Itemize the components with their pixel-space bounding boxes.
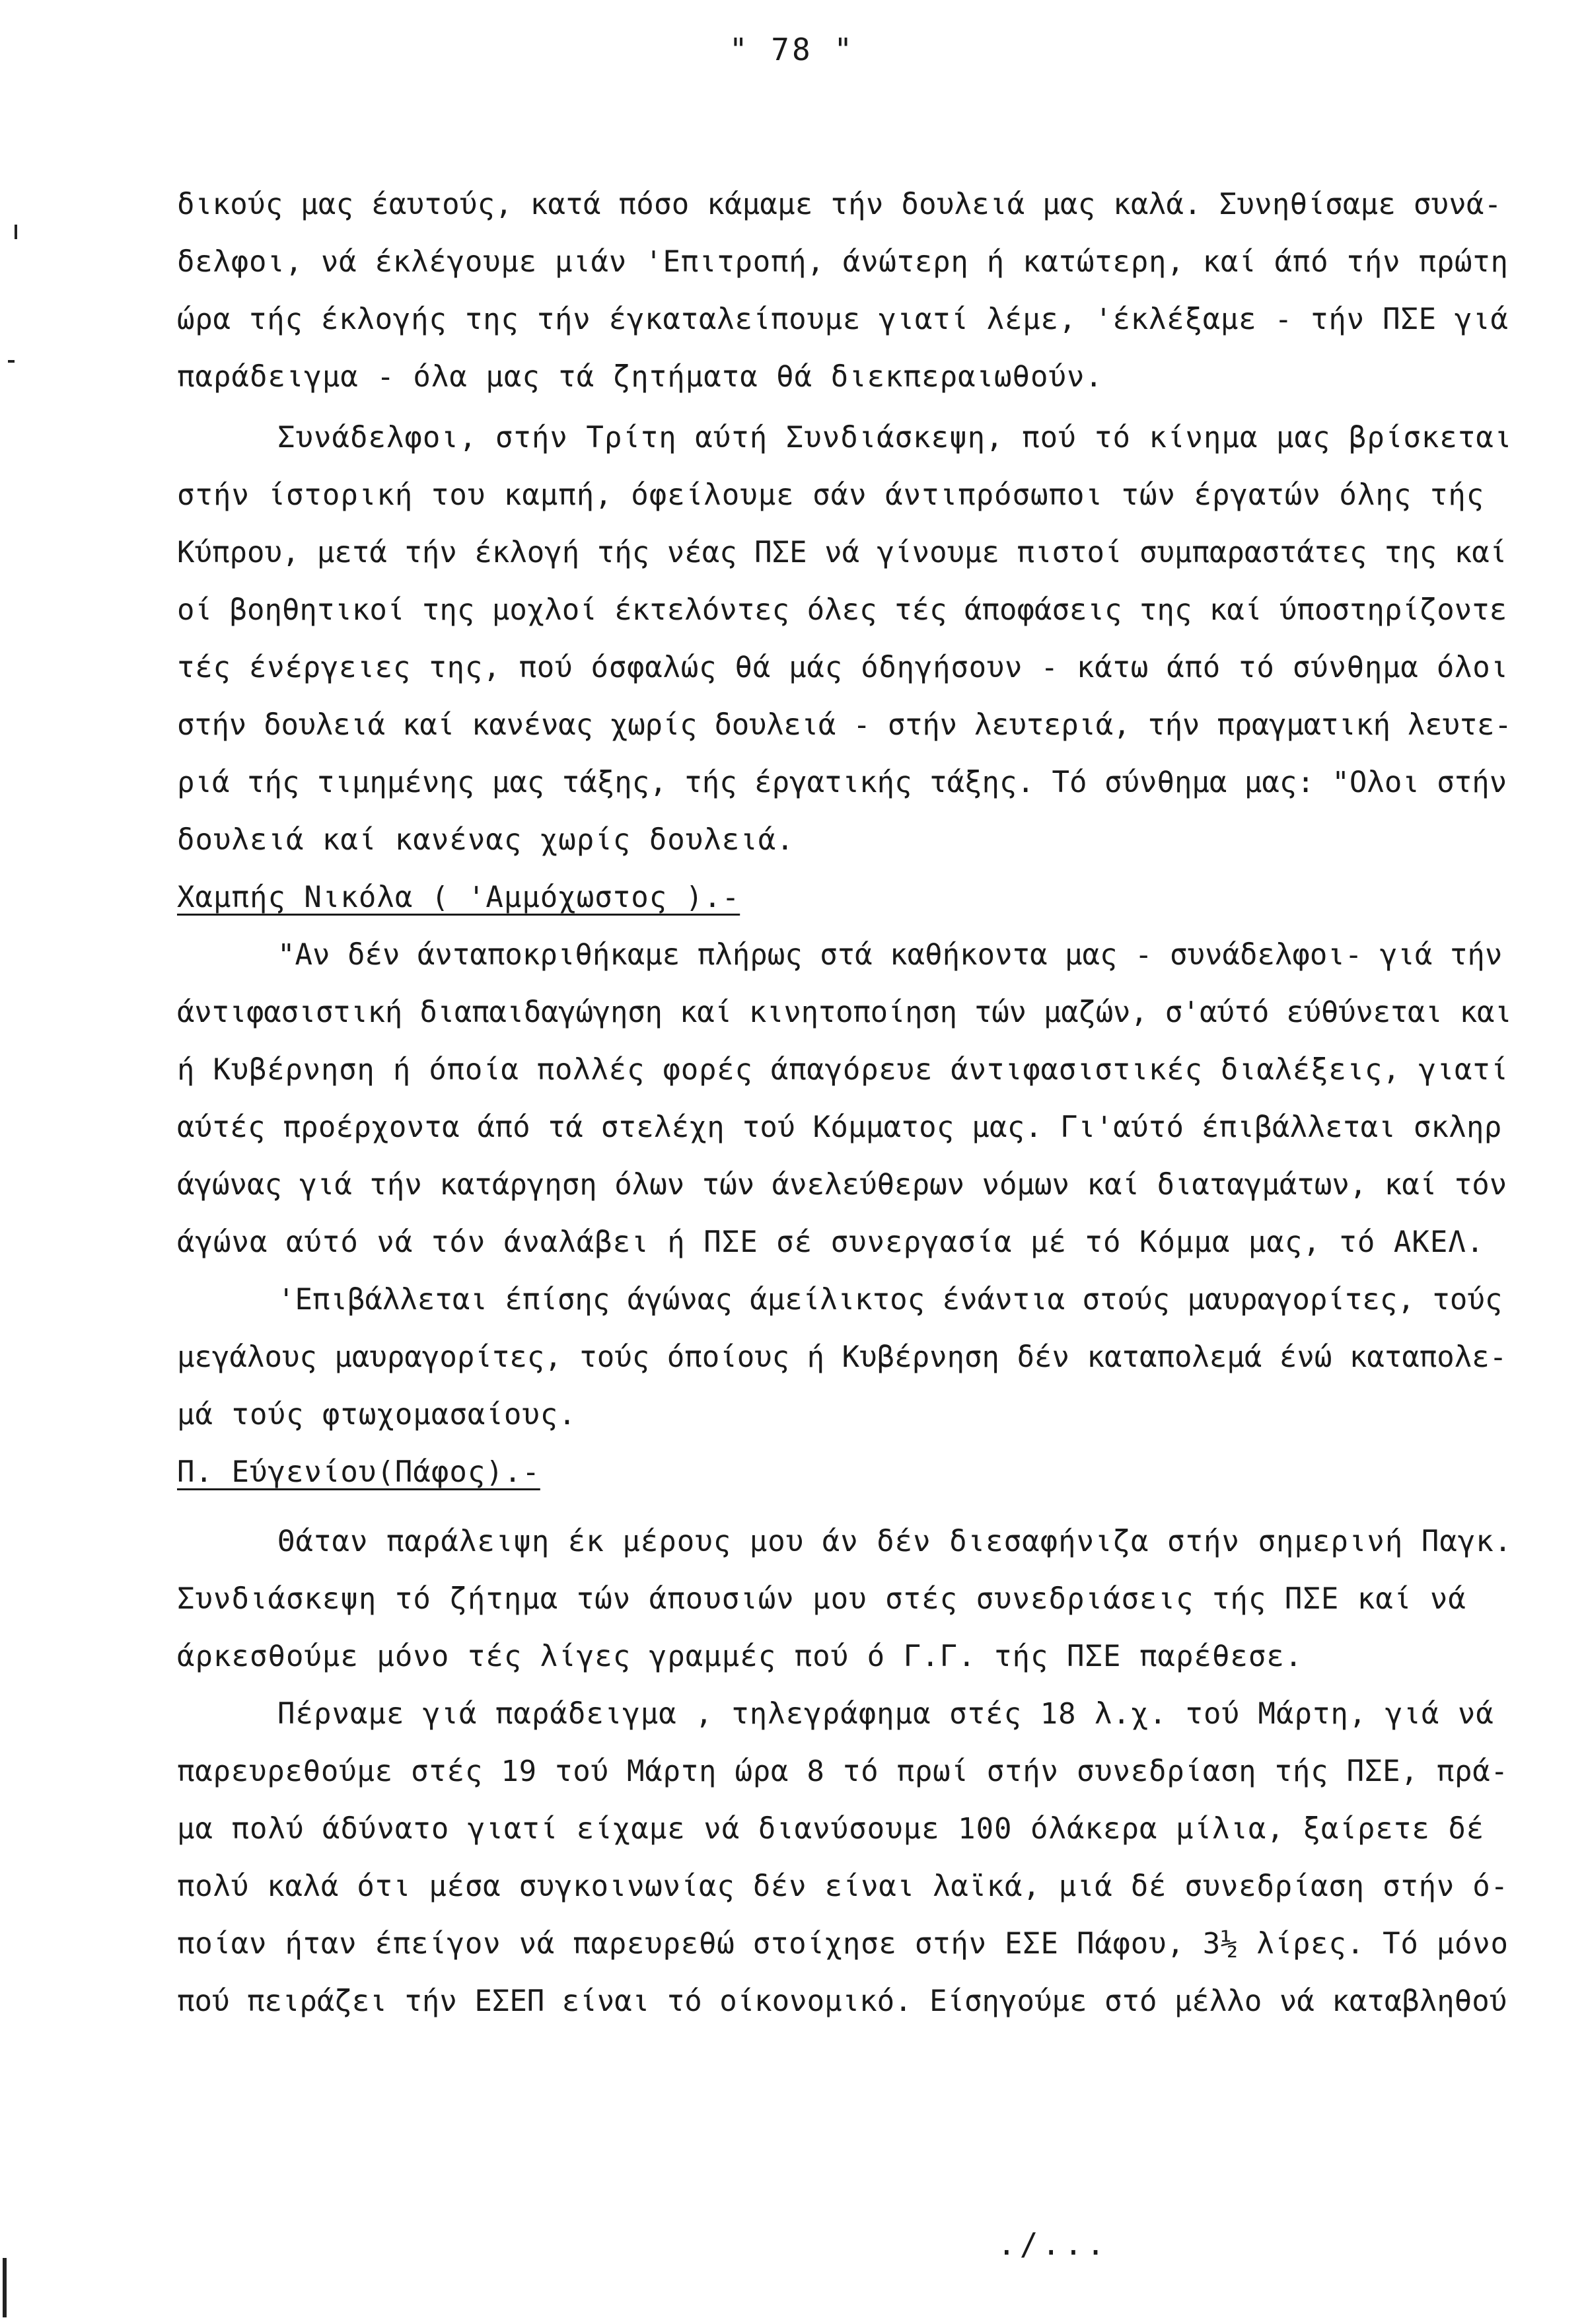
text-line: ριά τής τιμημένης μας τάξης, τής έργατικής τάξης. Τό σύνθημα μας: "Ολοι στήν <box>177 766 1507 799</box>
text-line: δικούς μας έαυτούς, κατά πόσο κάμαμε τήν δουλειά μας καλά. Συνηθίσαμε συνά- <box>177 188 1502 221</box>
text-line: άγώνα αύτό νά τόν άναλάβει ή ΠΣΕ σέ συνεργασία μέ τό Κόμμα μας, τό ΑΚΕΛ. <box>177 1225 1485 1259</box>
section-heading: Χαμπής Νικόλα ( 'Αμμόχωστος ).- <box>177 881 740 914</box>
margin-mark <box>3 2258 7 2317</box>
page-continuation-marker: ./... <box>997 2226 1109 2262</box>
text-line: άντιφασιστική διαπαιδαγώγηση καί κινητοποίηση τών μαζών, σ'αύτό εύθύνεται και <box>177 996 1512 1029</box>
text-line: παρευρεθούμε στές 19 τού Μάρτη ώρα 8 τό πρωί στήν συνεδρίαση τής ΠΣΕ, πρά- <box>177 1755 1509 1788</box>
margin-mark <box>8 360 15 363</box>
text-line: δελφοι, νά έκλέγουμε μιάν 'Επιτροπή, άνώτερη ή κατώτερη, καί άπό τήν πρώτη <box>177 245 1509 279</box>
text-line: "Αν δέν άνταποκριθήκαμε πλήρως στά καθήκοντα μας - συνάδελφοι- γιά τήν <box>277 938 1503 972</box>
text-line: Θάταν παράλειψη έκ μέρους μου άν δέν διεσαφήνιζα στήν σημερινή Παγκ. <box>277 1525 1513 1558</box>
text-line: μα πολύ άδύνατο γιατί είχαμε νά διανύσουμε 100 όλάκερα μίλια, ξαίρετε δέ <box>177 1812 1485 1846</box>
text-line: 'Επιβάλλεται έπίσης άγώνας άμείλικτος ένάντια στούς μαυραγορίτες, τούς <box>277 1283 1503 1317</box>
text-line: ώρα τής έκλογής της τήν έγκαταλείπουμε γιατί λέμε, 'έκλέξαμε - τήν ΠΣΕ γιά <box>177 303 1509 336</box>
text-line: οί βοηθητικοί της μοχλοί έκτελόντες όλες τές άποφάσεις της καί ύποστηρίζοντε <box>177 593 1507 627</box>
text-line: Συνδιάσκεψη τό ζήτημα τών άπουσιών μου στές συνεδριάσεις τής ΠΣΕ καί νά <box>177 1582 1466 1616</box>
text-line: Συνάδελφοι, στήν Τρίτη αύτή Συνδιάσκεψη, πού τό κίνημα μας βρίσκεται <box>277 421 1513 454</box>
text-line: μά τούς φτωχομασαίους. <box>177 1398 577 1432</box>
section-heading: Π. Εύγενίου(Πάφος).- <box>177 1455 540 1489</box>
text-line: ποίαν ήταν έπείγον νά παρευρεθώ στοίχησε στήν ΕΣΕ Πάφου, 3½ λίρες. Τό μόνο <box>177 1927 1509 1961</box>
text-line: πολύ καλά ότι μέσα συγκοινωνίας δέν είναι λαϊκά, μιά δέ συνεδρίαση στήν ό- <box>177 1870 1509 1903</box>
text-line: άρκεσθούμε μόνο τές λίγες γραμμές πού ό Γ.Γ. τής ΠΣΕ παρέθεσε. <box>177 1640 1303 1673</box>
text-line: ή Κυβέρνηση ή όποία πολλές φορές άπαγόρευε άντιφασιστικές διαλέξεις, γιατί <box>177 1053 1509 1087</box>
page-number: " 78 " <box>729 32 855 67</box>
text-line: τές ένέργειες της, πού όσφαλώς θά μάς όδηγήσουν - κάτω άπό τό σύνθημα όλοι <box>177 651 1509 684</box>
text-line: πού πειράζει τήν ΕΣΕΠ είναι τό οίκονομικό. Είσηγούμε στό μέλλο νά καταβληθού <box>177 1984 1507 2018</box>
text-line: δουλειά καί κανένας χωρίς δουλειά. <box>177 823 795 857</box>
text-line: αύτές προέρχοντα άπό τά στελέχη τού Κόμματος μας. Γι'αύτό έπιβάλλεται σκληρ <box>177 1110 1502 1144</box>
text-line: παράδειγμα - όλα μας τά ζητήματα θά διεκπεραιωθούν. <box>177 360 1104 394</box>
text-line: Κύπρου, μετά τήν έκλογή τής νέας ΠΣΕ νά γίνουμε πιστοί συμπαραστάτες της καί <box>177 536 1507 569</box>
margin-mark <box>15 225 17 239</box>
text-line: στήν δουλειά καί κανένας χωρίς δουλειά - στήν λευτεριά, τήν πραγματική λευτε- <box>177 708 1512 742</box>
text-line: άγώνας γιά τήν κατάργηση όλων τών άνελεύθερων νόμων καί διαταγμάτων, καί τόν <box>177 1168 1507 1202</box>
text-line: Πέρναμε γιά παράδειγμα , τηλεγράφημα στές 18 λ.χ. τού Μάρτη, γιά νά <box>277 1697 1494 1731</box>
text-line: στήν ίστορική του καμπή, όφείλουμε σάν άντιπρόσωποι τών έργατών όλης τής <box>177 478 1485 512</box>
text-line: μεγάλους μαυραγορίτες, τούς όποίους ή Κυβέρνηση δέν καταπολεμά ένώ καταπολε- <box>177 1340 1507 1374</box>
